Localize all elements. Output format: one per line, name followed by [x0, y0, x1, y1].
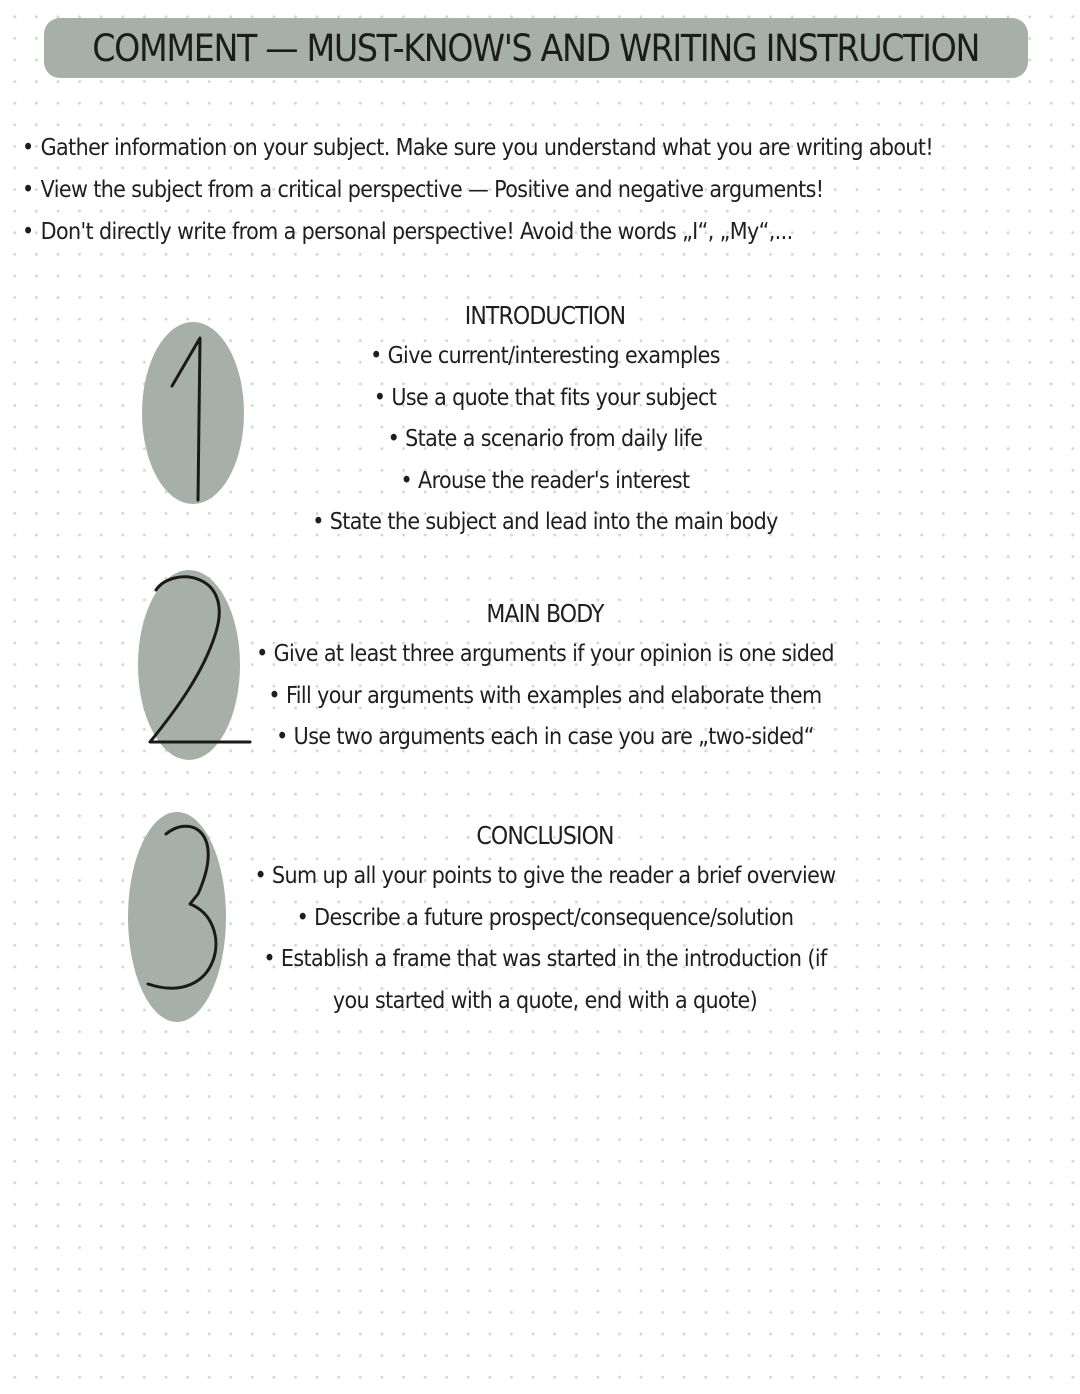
introduction-section — [200, 297, 890, 543]
introduction-heading: INTRODUCTION — [464, 301, 626, 330]
tip-item — [22, 210, 933, 252]
main-body-point: • Give at least three arguments if your opinion is one sided — [256, 639, 834, 667]
conclusion-point: • Describe a future prospect/consequence/solution — [296, 902, 794, 931]
conclusion-point: • Establish a frame that was started in the introduction (if — [263, 944, 827, 972]
title-banner — [44, 18, 1028, 78]
conclusion-point: • Sum up all your points to give the reader a brief overview — [254, 861, 836, 889]
introduction-point: • Use a quote that fits your subject — [373, 382, 717, 411]
tip-text: Gather information on your subject. Make sure you understand what you are writing about! — [40, 133, 934, 161]
conclusion-point: you started with a quote, end with a quote) — [332, 985, 758, 1014]
tip-text: View the subject from a critical perspective — Positive and negative arguments! — [40, 175, 824, 203]
tip-text: Don't directly write from a personal perspective! Avoid the words „I“, „My“,... — [40, 217, 793, 245]
page-title: COMMENT — MUST-KNOW'S AND WRITING INSTRUCTION — [92, 26, 980, 70]
bullet-icon: • — [22, 217, 34, 245]
general-tips-list — [22, 126, 1057, 252]
conclusion-heading: CONCLUSION — [476, 821, 614, 850]
introduction-point: • Give current/interesting examples — [370, 341, 720, 369]
main-body-section — [200, 595, 890, 758]
introduction-point: • Arouse the reader's interest — [400, 465, 690, 494]
main-body-heading: MAIN BODY — [486, 599, 604, 628]
bullet-icon: • — [22, 175, 34, 203]
main-body-point: • Fill your arguments with examples and elaborate them — [268, 680, 822, 709]
bullet-icon: • — [22, 133, 34, 161]
introduction-point: • State a scenario from daily life — [387, 424, 703, 452]
introduction-point: • State the subject and lead into the main body — [312, 507, 778, 535]
main-body-point: • Use two arguments each in case you are „two-sided“ — [276, 722, 814, 750]
tip-item — [22, 168, 933, 210]
tip-item — [22, 126, 933, 168]
conclusion-section — [200, 817, 890, 1021]
